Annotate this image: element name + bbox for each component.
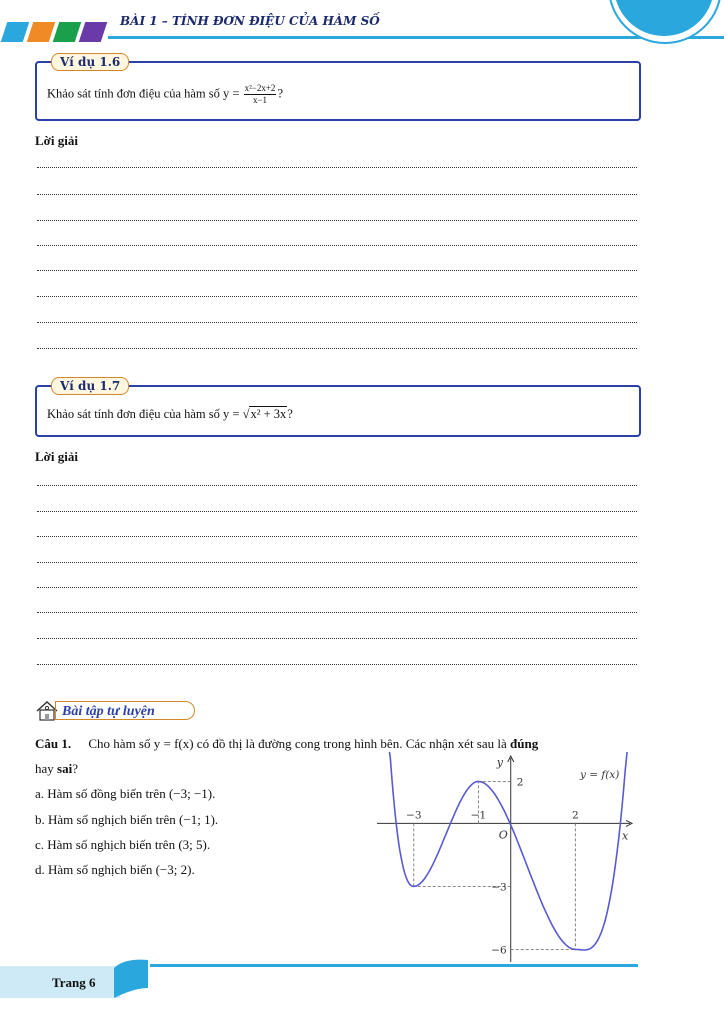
answer-line[interactable]: [37, 664, 637, 665]
page-title: BÀI 1 – TÍNH ĐƠN ĐIỆU CỦA HÀM SỐ: [120, 14, 380, 28]
sqrt-expression: x² + 3x: [250, 407, 287, 421]
option-c: c. Hàm số nghịch biến trên (3; 5).: [35, 837, 211, 852]
solution-heading-1: Lời giải: [35, 133, 78, 148]
x-axis-label: x: [622, 829, 629, 843]
answer-line[interactable]: [37, 562, 637, 563]
y-tick-label: −3: [491, 881, 507, 894]
question-text-cont: hay: [35, 761, 54, 776]
curve-label: y = f(x): [580, 769, 620, 781]
fraction-numerator: x²−2x+2: [244, 83, 276, 93]
answer-line[interactable]: [37, 194, 637, 195]
option-a: a. Hàm số đồng biến trên (−3; −1).: [35, 786, 216, 801]
answer-line[interactable]: [37, 638, 637, 639]
footer-wave-decor: [114, 958, 148, 998]
answer-line[interactable]: [37, 220, 637, 221]
page-number: Trang 6: [52, 975, 96, 990]
x-tick-label: −3: [406, 809, 422, 822]
example-label: Ví dụ 1.6: [51, 53, 129, 71]
example-label: Ví dụ 1.7: [51, 377, 129, 395]
question-bold-true: đúng: [510, 736, 539, 751]
example-question: [47, 407, 293, 422]
question-text: Cho hàm số y = f(x) có đồ thị là đường cong trong hình bên. Các nhận xét sau là: [88, 736, 507, 751]
answer-line[interactable]: [37, 322, 637, 323]
exercise-section-header: [35, 700, 199, 722]
question-suffix: ?: [287, 407, 293, 421]
answer-line[interactable]: [37, 245, 637, 246]
example-box-1-7: [35, 379, 641, 437]
question-mark: ?: [72, 761, 78, 776]
example-box-1-6: [35, 55, 641, 121]
answer-line[interactable]: [37, 296, 637, 297]
option-d: d. Hàm số nghịch biến (−3; 2).: [35, 862, 195, 877]
header-stripe-blue: [1, 22, 29, 42]
answer-line[interactable]: [37, 536, 637, 537]
answer-line[interactable]: [37, 587, 637, 588]
solution-heading-2: Lời giải: [35, 449, 78, 464]
footer-rule: [150, 964, 638, 967]
answer-line[interactable]: [37, 167, 637, 168]
header-stripe-orange: [27, 22, 55, 42]
y-tick-label: 2: [516, 776, 524, 789]
exercise-section-title: Bài tập tự luyện: [55, 701, 195, 720]
x-tick-label: 2: [572, 809, 579, 822]
question-1-cont: [35, 756, 335, 781]
answer-line[interactable]: [37, 348, 637, 349]
header-rule: [108, 36, 724, 39]
answer-line[interactable]: [37, 612, 637, 613]
function-graph: [375, 752, 640, 962]
option-b: b. Hàm số nghịch biến trên (−1; 1).: [35, 812, 219, 827]
origin-label: O: [498, 828, 508, 842]
header-color-stripes: [0, 22, 110, 42]
question-bold-false: sai: [57, 761, 73, 776]
y-tick-label: −6: [491, 944, 507, 957]
question-prefix: Khảo sát tính đơn điệu của hàm số y =: [47, 86, 240, 101]
question-prefix: Khảo sát tính đơn điệu của hàm số y =: [47, 407, 240, 421]
answer-line[interactable]: [37, 270, 637, 271]
y-axis-label: y: [496, 756, 503, 769]
answer-line[interactable]: [37, 485, 637, 486]
question-suffix: ?: [277, 86, 283, 101]
header-stripe-green: [53, 22, 81, 42]
sqrt-sign: √: [242, 407, 250, 421]
example-question: [47, 83, 283, 106]
answer-line[interactable]: [37, 511, 637, 512]
header-stripe-purple: [79, 22, 107, 42]
x-tick-label: −1: [470, 809, 487, 822]
fraction: [244, 83, 277, 106]
fraction-denominator: x−1: [252, 95, 268, 105]
question-number: Câu 1.: [35, 736, 72, 751]
